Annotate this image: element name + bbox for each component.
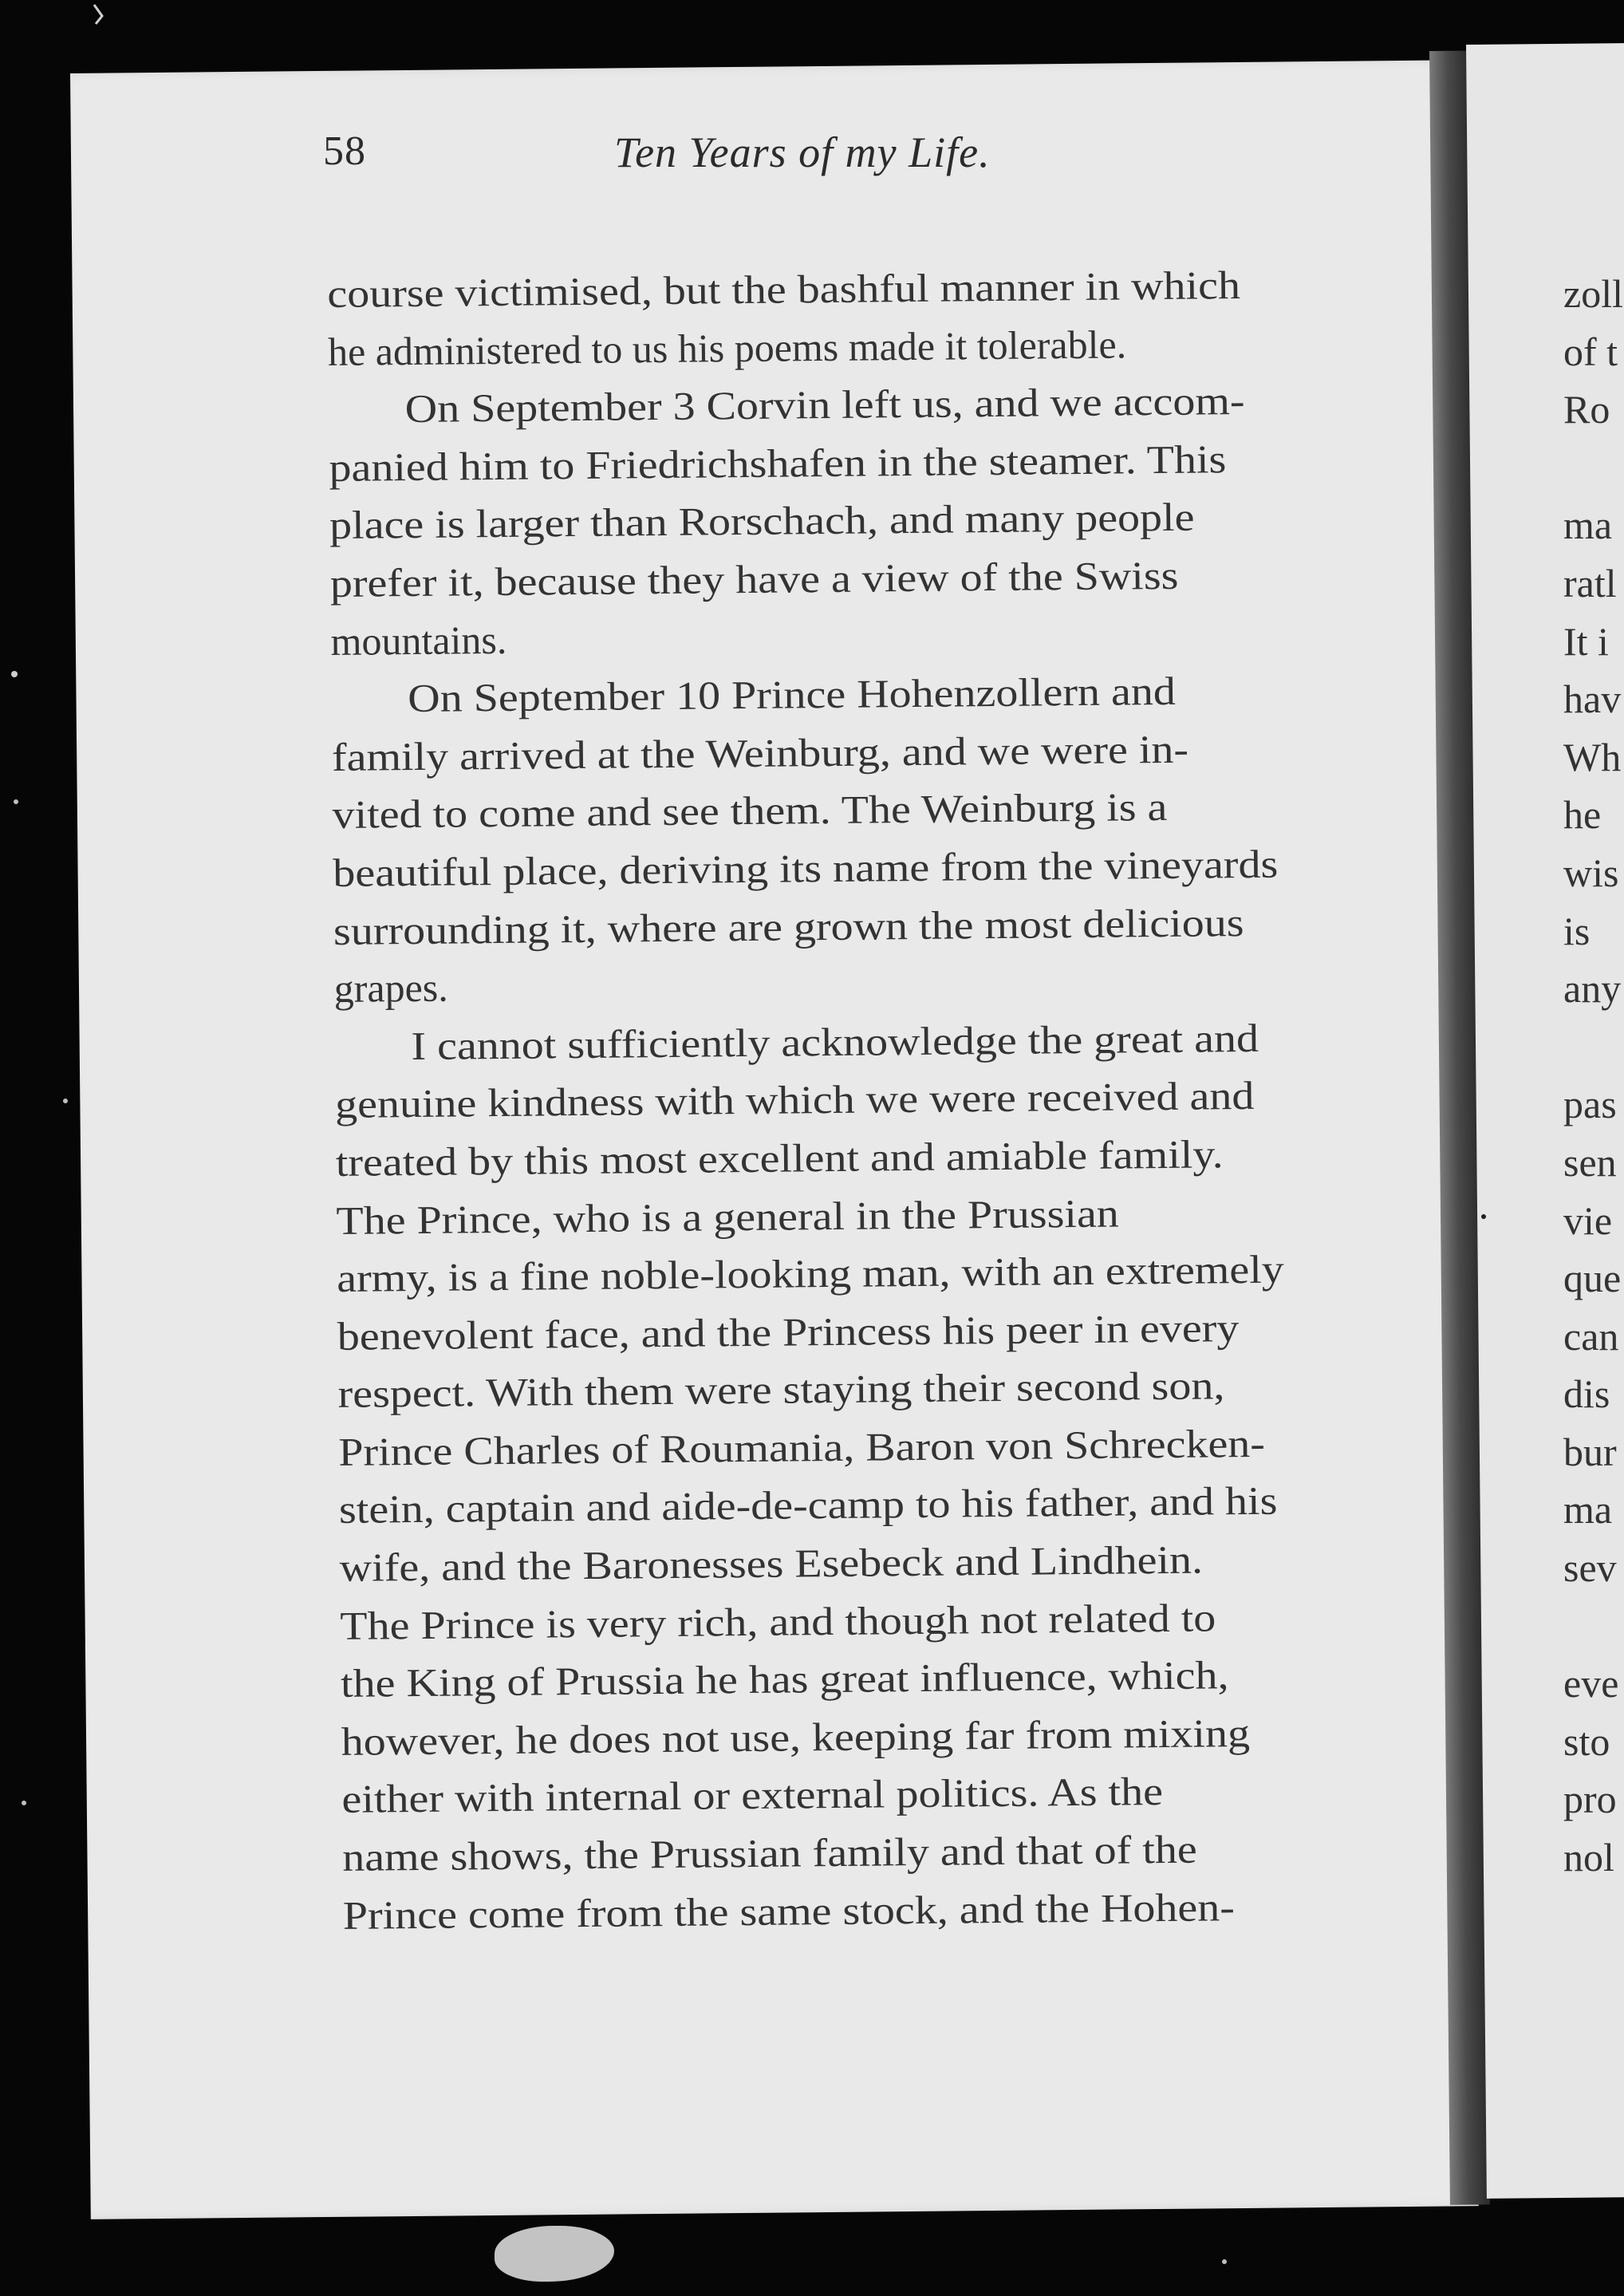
text-line	[330, 602, 1336, 670]
right-text-fragment: dis	[1563, 1371, 1610, 1417]
text-line	[342, 1819, 1348, 1887]
right-text-fragment: Ro	[1563, 387, 1610, 432]
text-line	[343, 1876, 1349, 1944]
text-line	[335, 1124, 1341, 1192]
right-text-fragment: of t	[1563, 329, 1618, 374]
right-text-fragment: sev	[1563, 1545, 1617, 1591]
text-line-content: On September 10 Prince Hohenzollern and	[407, 668, 1177, 721]
text-line-content: he administered to us his poems made it tolerable.	[327, 321, 1127, 374]
text-line-content: family arrived at the Weinburg, and we were in-	[331, 726, 1189, 779]
text-line-content: The Prince, who is a general in the Prussian	[336, 1190, 1120, 1243]
text-line-content: vited to come and see them. The Weinburg is a	[332, 784, 1168, 838]
text-line-content: the King of Prussia he has great influence, which,	[340, 1652, 1229, 1706]
text-line	[333, 834, 1338, 902]
right-text-fragment: sen	[1563, 1139, 1617, 1185]
text-line	[338, 1414, 1344, 1481]
right-text-fragment: pas	[1563, 1082, 1617, 1127]
main-text	[327, 255, 1348, 1944]
text-line	[335, 1066, 1341, 1134]
blank-line	[1563, 439, 1624, 497]
right-text-fragment: sto	[1563, 1718, 1610, 1764]
text-line	[327, 255, 1333, 323]
text-line-content: treated by this most excellent and amiable family.	[335, 1131, 1224, 1185]
text-line	[329, 487, 1335, 554]
text-line-content: army, is a fine noble-looking man, with an extremely	[336, 1246, 1285, 1301]
text-line-content: grapes.	[333, 965, 448, 1012]
text-line	[333, 950, 1339, 1018]
right-text-fragment: can	[1563, 1313, 1619, 1359]
right-text-fragment: pro	[1563, 1777, 1617, 1822]
text-line	[337, 1240, 1342, 1308]
text-line	[339, 1529, 1345, 1597]
text-line-content: either with internal or external politics. As the	[341, 1769, 1164, 1822]
text-line-content: mountains.	[330, 617, 507, 664]
text-line-content: prefer it, because they have a view of the Swiss	[329, 552, 1179, 606]
text-line	[337, 1298, 1343, 1366]
right-text-fragment: bur	[1563, 1429, 1617, 1474]
text-line	[340, 1587, 1346, 1655]
text-line	[334, 1008, 1340, 1076]
text-line	[332, 776, 1338, 844]
text-line-content: I cannot sufficiently acknowledge the great and	[411, 1015, 1259, 1068]
right-text-fragment: wis	[1563, 850, 1619, 895]
text-line-content: however, he does not use, keeping far from mixing	[341, 1710, 1251, 1764]
text-line	[341, 1703, 1346, 1771]
text-line-content: On September 3 Corvin left us, and we accom-	[404, 378, 1245, 432]
text-line	[328, 313, 1334, 381]
text-line-content: place is larger than Rorschach, and many people	[329, 494, 1195, 548]
text-line	[337, 1355, 1343, 1423]
text-line	[329, 429, 1334, 497]
right-text-fragment: Wh	[1563, 734, 1622, 779]
text-line	[339, 1471, 1345, 1539]
right-text-fragment: que	[1563, 1256, 1622, 1301]
text-line-content: beautiful place, deriving its name from the vineyards	[333, 841, 1279, 895]
right-text-fragment: is	[1563, 908, 1590, 953]
right-text-fragment: he	[1563, 792, 1602, 838]
blank-line	[1563, 1018, 1624, 1076]
text-line	[341, 1645, 1346, 1713]
text-line-content: genuine kindness with which we were received and	[334, 1073, 1255, 1127]
right-text-fragment: hav	[1563, 677, 1622, 722]
text-line	[341, 1761, 1347, 1829]
text-line-content: name shows, the Prussian family and that of the	[341, 1826, 1197, 1880]
text-line	[333, 892, 1339, 960]
text-line-content: surrounding it, where are grown the most delicious	[333, 899, 1244, 953]
right-text-fragment: vie	[1563, 1197, 1613, 1243]
blank-line	[1563, 1597, 1624, 1655]
right-text-fragment: ma	[1563, 1487, 1613, 1533]
right-page-text	[1563, 265, 1624, 1887]
text-line-content: panied him to Friedrichshafen in the steamer. This	[329, 436, 1227, 490]
text-line-content: benevolent face, and the Princess his peer in every	[337, 1304, 1240, 1359]
right-text-fragment: nol	[1563, 1835, 1614, 1880]
running-title: Ten Years of my Life.	[614, 128, 991, 176]
text-line-content: The Prince is very rich, and though not related to	[340, 1595, 1216, 1648]
text-line-content: respect. With them were staying their second son,	[337, 1363, 1225, 1417]
text-line	[336, 1182, 1342, 1249]
right-text-fragment: eve	[1563, 1661, 1619, 1706]
text-line	[329, 545, 1335, 613]
text-line-content: Prince come from the same stock, and the Hohen-	[342, 1884, 1236, 1938]
right-text-fragment: ratl	[1563, 560, 1617, 606]
page-number: 58	[323, 128, 366, 174]
text-line	[331, 661, 1337, 728]
text-line-content: Prince Charles of Roumania, Baron von Schrecken-	[338, 1420, 1266, 1474]
text-line-content: wife, and the Baronesses Esebeck and Lindhein.	[339, 1537, 1204, 1590]
text-line	[328, 371, 1334, 439]
right-text-fragment: ma	[1563, 503, 1613, 548]
right-text-fragment: It i	[1563, 618, 1609, 664]
text-line	[332, 719, 1338, 787]
right-text-fragment: any	[1563, 966, 1622, 1012]
text-line-content: stein, captain and aide-de-camp to his father, and his	[338, 1478, 1278, 1533]
text-line-content: course victimised, but the bashful manner in which	[327, 262, 1241, 316]
right-text-fragment: zoll	[1563, 271, 1623, 316]
page-header	[255, 128, 1308, 199]
